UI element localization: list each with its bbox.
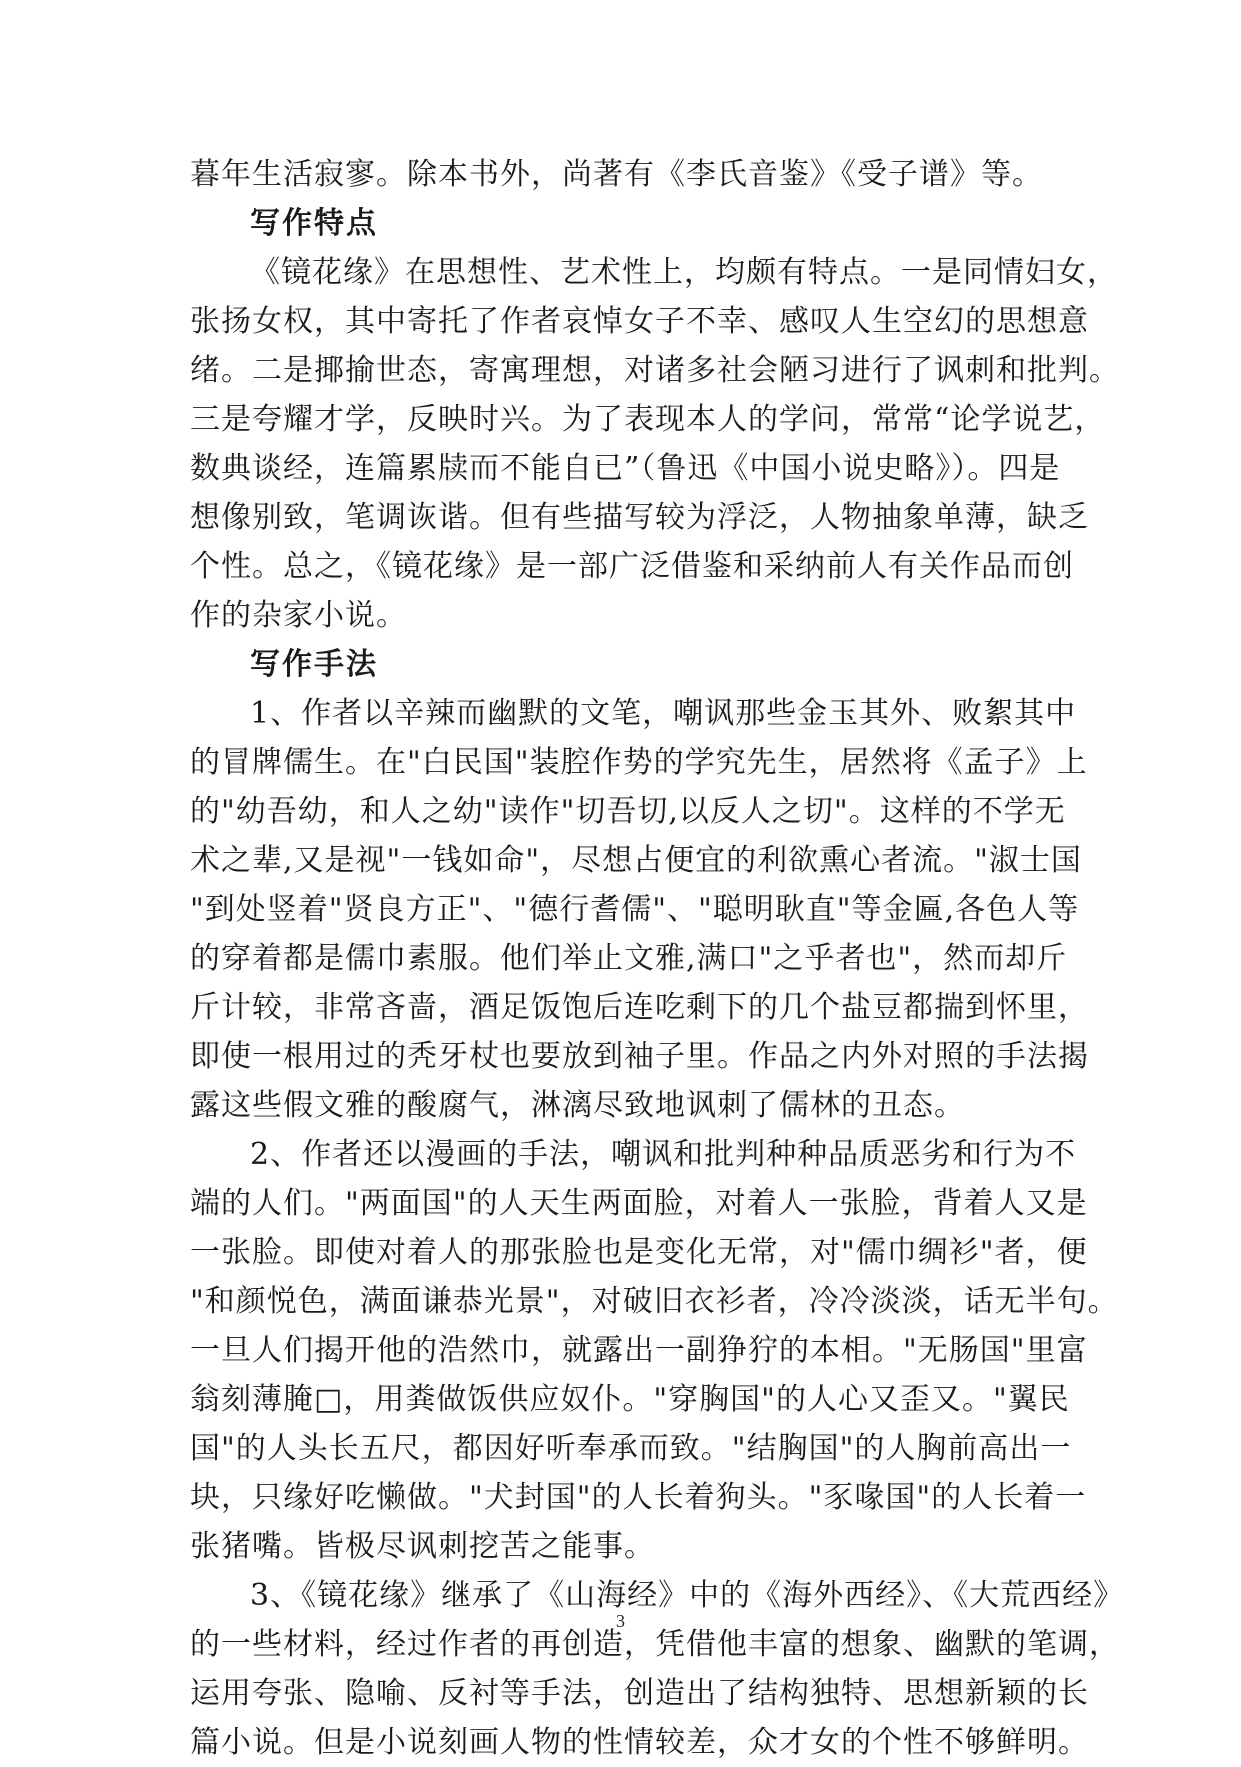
paragraph-line: 的"幼吾幼，和人之幼"读作"切吾切,以反人之切"。这样的不学无 — [190, 794, 1066, 829]
paragraph-line: 一旦人们揭开他的浩然巾，就露出一副狰狞的本相。"无肠国"里富 — [190, 1333, 1088, 1368]
paragraph-line: "到处竖着"贤良方正"、"德行耆儒"、"聪明耿直"等金匾,各色人等 — [190, 892, 1080, 927]
paragraph-writing-features — [190, 248, 1120, 640]
paragraph-line: 《镜花缘》在思想性、艺术性上，均颇有特点。一是同情妇女， — [250, 255, 1118, 290]
paragraph-line: 端的人们。"两面国"的人天生两面脸，对着人一张脸，背着人又是 — [190, 1186, 1088, 1221]
paragraph-line: 1、作者以辛辣而幽默的文笔，嘲讽那些金玉其外、败絮其中 — [250, 696, 1077, 731]
paragraph-technique-3 — [190, 1571, 1125, 1767]
paragraph-line: 2、作者还以漫画的手法，嘲讽和批判种种品质恶劣和行为不 — [250, 1137, 1077, 1172]
paragraph-line: 露这些假文雅的酸腐气，淋漓尽致地讽刺了儒林的丑态。 — [190, 1088, 965, 1123]
paragraph-line: 作的杂家小说。 — [190, 598, 407, 633]
paragraph-technique-1 — [190, 689, 1089, 1130]
paragraph-line: 的穿着都是儒巾素服。他们举止文雅,满口"之乎者也"，然而却斤 — [190, 941, 1068, 976]
paragraph-line: 3、《镜花缘》继承了《山海经》中的《海外西经》、《大荒西经》 — [250, 1578, 1125, 1613]
paragraph-line: 绪。二是揶揄世态，寄寓理想，对诸多社会陋习进行了讽刺和批判。 — [190, 353, 1120, 388]
paragraph-line: 术之辈,又是视"一钱如命"，尽想占便宜的利欲熏心者流。"淑士国 — [190, 843, 1082, 878]
paragraph-line: 篇小说。但是小说刻画人物的性情较差，众才女的个性不够鲜明。 — [190, 1725, 1089, 1760]
paragraph-technique-2 — [190, 1130, 1119, 1571]
paragraph-line: "和颜悦色，满面谦恭光景"，对破旧衣衫者，冷冷淡淡，话无半句。 — [190, 1284, 1119, 1319]
paragraph-line: 斤计较，非常吝啬，酒足饭饱后连吃剩下的几个盐豆都揣到怀里， — [190, 990, 1089, 1025]
section-heading-writing-techniques: 写作手法 — [250, 647, 378, 682]
paragraph-line: 的冒牌儒生。在"白民国"装腔作势的学究先生，居然将《孟子》上 — [190, 745, 1088, 780]
paragraph-line: 个性。总之，《镜花缘》是一部广泛借鉴和采纳前人有关作品而创 — [190, 549, 1074, 584]
paragraph-line: 运用夸张、隐喻、反衬等手法，创造出了结构独特、思想新颖的长 — [190, 1676, 1089, 1711]
paragraph-line: 数典谈经，连篇累牍而不能自已”（鲁迅《中国小说史略》）。四是 — [190, 451, 1061, 486]
intro-line: 暮年生活寂寥。除本书外，尚著有《李氏音鉴》《受子谱》等。 — [190, 157, 1043, 192]
paragraph-line: 一张脸。即使对着人的那张脸也是变化无常，对"儒巾绸衫"者，便 — [190, 1235, 1088, 1270]
page-number: 3 — [616, 1611, 625, 1631]
paragraph-line: 张扬女权，其中寄托了作者哀悼女子不幸、感叹人生空幻的思想意 — [190, 304, 1089, 339]
paragraph-line: 国"的人头长五尺，都因好听奉承而致。"结胸国"的人胸前高出一 — [190, 1431, 1072, 1466]
document-body — [190, 150, 1125, 1767]
paragraph-line: 块，只缘好吃懒做。"犬封国"的人长着狗头。"豕喙国"的人长着一 — [190, 1480, 1087, 1515]
paragraph-line: 的一些材料，经过作者的再创造，凭借他丰富的想象、幽默的笔调， — [190, 1627, 1120, 1662]
paragraph-line: 三是夸耀才学，反映时兴。为了表现本人的学问，常常“论学说艺， — [190, 402, 1106, 437]
paragraph-line: 即使一根用过的秃牙杖也要放到袖子里。作品之内外对照的手法揭 — [190, 1039, 1089, 1074]
paragraph-line: 想像别致，笔调诙谐。但有些描写较为浮泛，人物抽象单薄，缺乏 — [190, 500, 1089, 535]
paragraph-line: 张猪嘴。皆极尽讽刺挖苦之能事。 — [190, 1529, 655, 1564]
section-heading-writing-features: 写作特点 — [250, 206, 378, 241]
paragraph-line: 翁刻薄腌□，用粪做饭供应奴仆。"穿胸国"的人心又歪又。"翼民 — [190, 1382, 1070, 1417]
